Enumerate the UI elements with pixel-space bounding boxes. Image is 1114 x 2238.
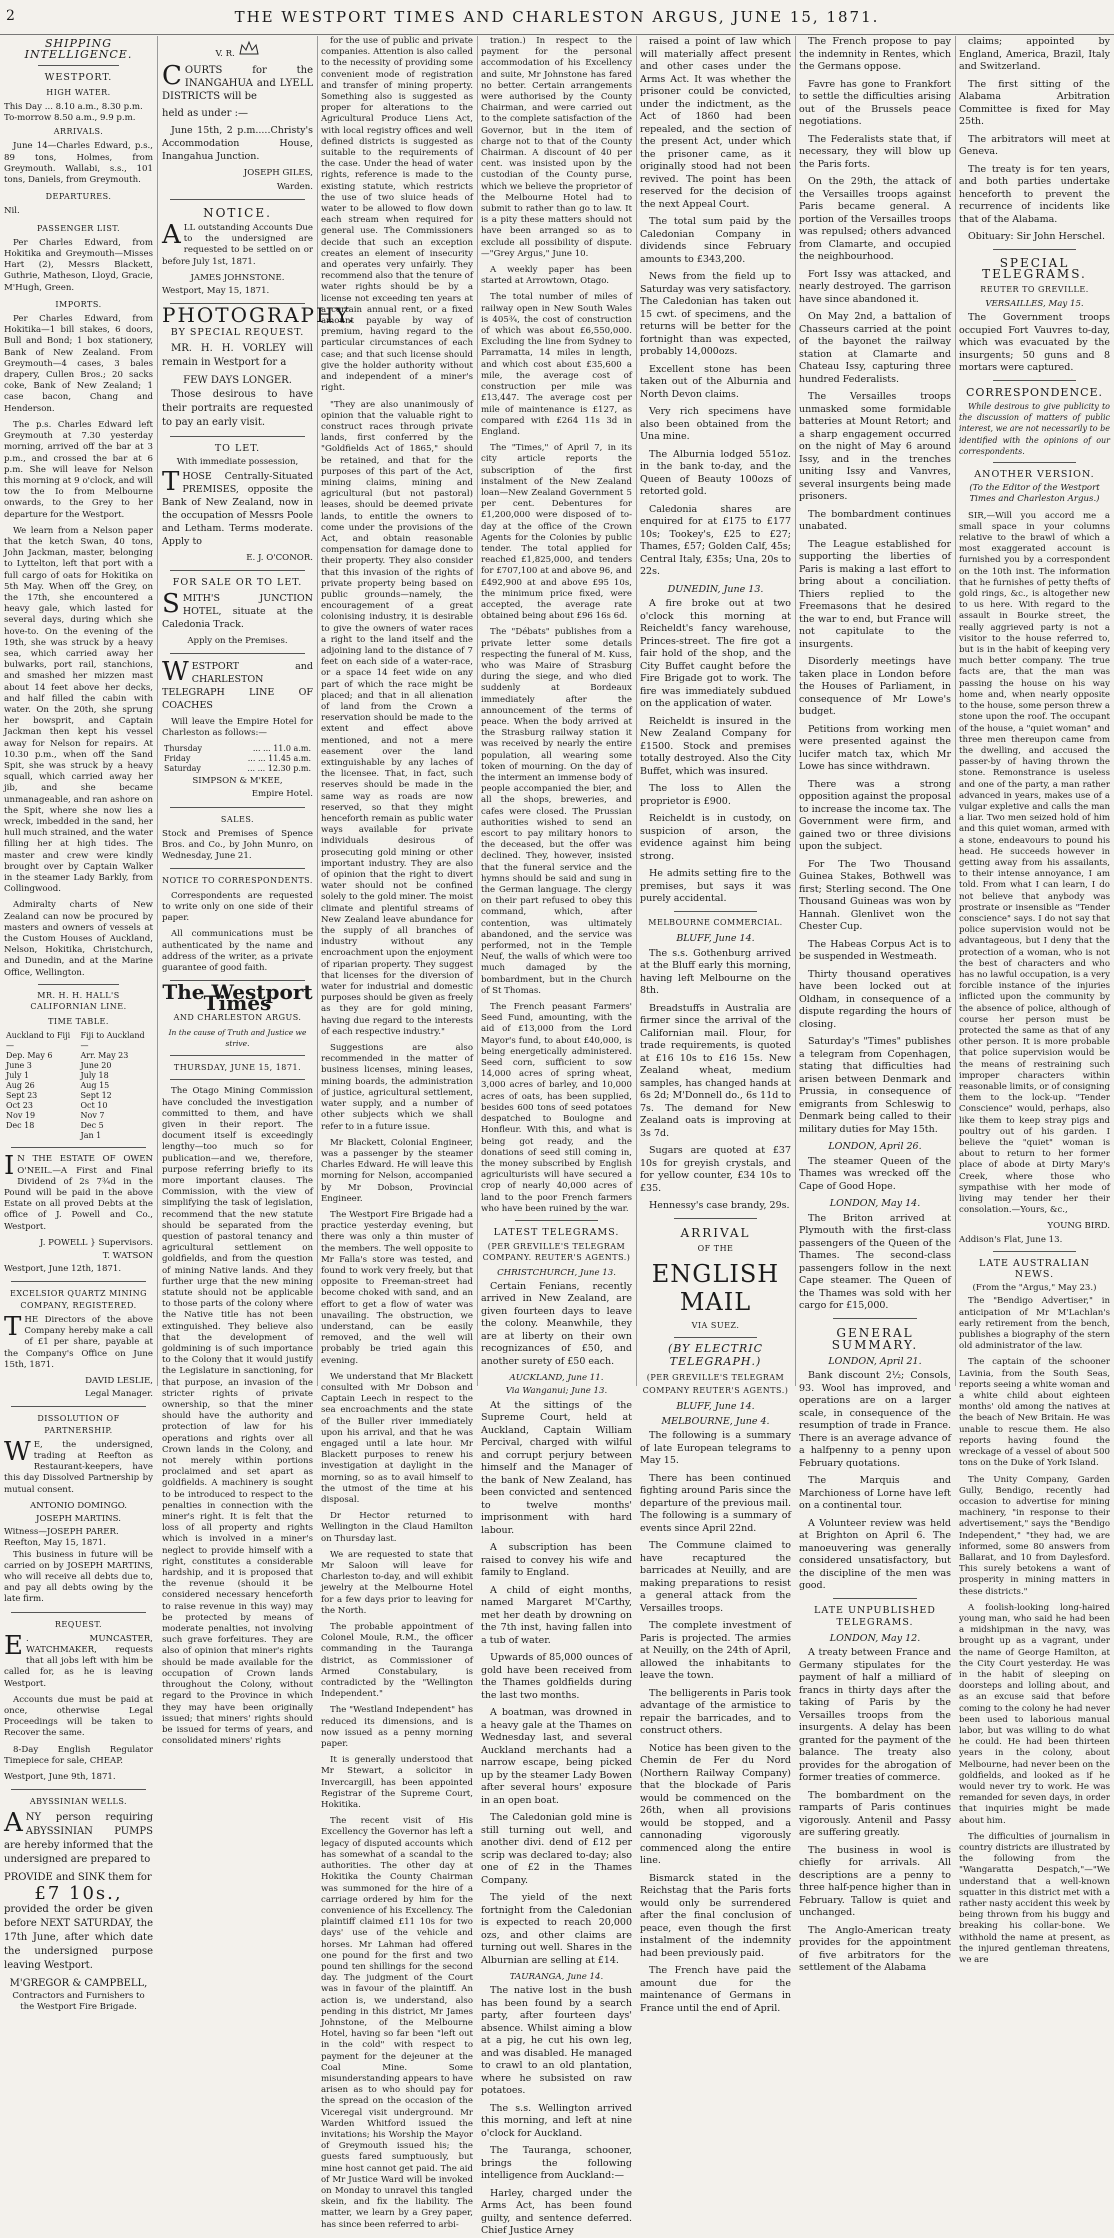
paragraph: We learn from a Nelson paper that the ketch Swan, 40 tons, John Jackman, master, belonging to Lyttelton, left that port with a full cargo of oats for Hokitika on 5th May. When off the Grey, on the 17th, she encountered a heavy gale, which lasted for several days, during which she hove-to. On the evening of the 19th, she was struck by a heavy sea, which carried away her bulwarks, port rail, stanchions, and smashed her mizzen mast about 14 feet above her decks, and half filled the cabin with water. On the 20th, she sprung her bowsprit, and Captain Jackman then kept his vessel away for Nelson for repairs. At 10.30 p.m., when off the Sand Spit, she was struck by a heavy squall, which carried away her jib, and she became unmanageable, and ran ashore on the Spit, where she now lies a wreck, imbedded in the sand, her hull much strained, and the water filling her at high tides. The master and crew were kindly brought over by Captain Walker in the steamer Lady Barkly, from Collingwood. <box>4 525 153 895</box>
courts-signature: JOSEPH GILES, <box>243 168 313 179</box>
for-sale-line: Apply on the Premises. <box>187 635 288 646</box>
paragraph: The "Times," of April 7, in its city article reports the subscription of the first instalment of the New Zealand loan—New Zealand Government 5 per cent. Debentures for £1,200,000 were disposed of to-day at the office of the Crown Agents for the Colonies by public tender. The total applied for reached £1,825,000, and tenders for £707,100 at and above 96, and £492,900 at and above £95 10s, the minimum price fixed, were accepted, the average rate obtained being about £96 16s 6d. <box>481 443 632 622</box>
table-row: Oct 23 Oct 10 <box>6 1101 108 1111</box>
shipping-heading: SHIPPING INTELLIGENCE. <box>24 37 133 62</box>
correspondence-heading: CORRESPONDENCE. <box>965 385 1104 399</box>
paragraph: A weekly paper has been started at Arrowtown, Otago. <box>481 265 632 287</box>
column-divider <box>157 36 158 1386</box>
abyssinian-notice: ANY person requiring ABYSSINIAN PUMPS are hereby informed that the undersigned are prepared to <box>4 1808 153 1866</box>
paragraph: Very rich specimens have also been obtained from the Una mine. <box>640 406 791 442</box>
column-divider <box>955 36 956 1386</box>
paragraph: Bismarck stated in the Reichstag that the Paris forts would only be surrendered after the final conclusion of peace, even though the first instalment of the indemnity had been previously paid. <box>640 1872 791 1959</box>
paragraph: for the use of public and private companies. Attention is also called to the necessity of providing some convenient mode of registration and transfer of mining property. Something also is suggested as proper for alterations to the Agricultural Produce Liens Act, with local registry offices and well defined districts is suggested as suitable to the requirements of the case. Under the head of water rights, reference is made to the existing statute, which restricts the use of two sluice heads of water to be allowed to flow down each stream when required for general use. The Commissioners decide that such an exception creates an element of insecurity and operates very unfairly. They recommend also that the tenure of water rights should be by a license not exceeding ten years at a certain annual rent, or a fixed amount payable by way of premium, having regard to the particular circumstances of each case; and that such license should give the holder authority without and independent of a miner's right. <box>321 36 473 394</box>
paragraph: claims; appointed by England, America, Brazil, Italy and Switzerland. <box>959 36 1110 72</box>
divider <box>833 1318 917 1319</box>
paragraph: This business in future will be carried on by JOSEPH MARTINS, who will receive all debts due to, and pay all debts owing by the late firm. <box>4 1549 153 1605</box>
table-row: Sept 23 Sept 12 <box>6 1091 112 1101</box>
timetable <box>4 1031 153 1141</box>
paragraph: The Government troops occupied Fort Vauvres to-day, which was evacuated by the insurgents; 50 guns and 8 mortars were captured. <box>959 312 1110 374</box>
editorial-paragraph: The Otago Mining Commission have concluded the investigation committed to them, and have given in their report. The document itself is exceedingly lengthy—too much so for publication—and we, therefore, purpose referring briefly to its more important clauses. The Commission, with the view of simplifying the task of legislation, recommend that the new statute should be separated from the question of pastoral tenancy and agricultural settlement on goldfields, and from the question of mining Native lands. And they further urge that the new mining statute should not be applicable to those parts of the colony where the Native title has not been extinguished. They believe also that the development of goldmining is of such importance to the Colony that it would justify the Legislature in sanctioning, for that purpose, an invasion of the stricter rights of private ownership, so that the miner should have the authority and protection of law for his operations and rights over all Crown lands in the Colony, and not merely within portions proclaimed and set apart as goldfields. A machinery is sought to be introduced to respect to the penalties in connection with the miner's right. It is felt that the loss of all property and rights which is involved in a miner's neglect to provide himself with a right, constitutes a considerable hardship, and it is proposed that the revenue (should it be considered necessary henceforth to raise revenue in this way) may be protected by means of moderate penalties, not involving such grave forfeitures. They are also of opinion that miner's rights should be made available for the occupation of Crown lands throughout the Colony, without regard to the Province in which they may have been originally issued; that miners' rights should be issued for terms of years, and consolidated miners' rights <box>162 1086 313 1747</box>
paragraph: The League established for supporting the liberties of Paris is making a last effort to bring about a conciliation. Thiers replied to the Freemasons that he desired the war to end, but France will not capitulate to the insurgents. <box>799 538 951 650</box>
newspaper-title: THE WESTPORT TIMES AND CHARLESTON ARGUS, JUNE 15, 1871. <box>234 8 880 26</box>
arrivals-text: June 14—Charles Edward, p.s., 89 tons, Holmes, from Greymouth. Wallabi, s.s., 101 tons, Daniels, from Greymouth. <box>4 141 153 186</box>
paragraph: Excellent stone has been taken out of the Alburnia and North Devon claims. <box>640 363 791 400</box>
paragraph: The "Bendigo Advertiser," in anticipation of Mr M'Lachlan's early retirement from the bench, publishes a biography of the stern old administrator of the law. <box>959 1296 1110 1352</box>
editorial-title: The Westport Times <box>162 980 313 1016</box>
table-row: Dep. May 6 Arr. May 23 <box>6 1051 129 1061</box>
coach-timetable <box>162 744 313 774</box>
notice-date: Westport, May 15, 1871. <box>162 286 270 297</box>
paragraph: The "Débats" publishes from a private letter some details respecting the funeral of M. Kuss, who was Maire of Strasburg during the siege, and who died suddenly at Bordeaux immediately after the announcement of the terms of peace. When the body arrived at the Strasburg railway station it was received by nearly the entire population, all wearing some token of mourning. On the day of the interment an immense body of people accompanied the bier, and all the shops, breweries, and cafes were closed. The Prussian authorities wished to send an escort to pay military honors to the deceased, but the offer was declined. They, however, insisted that the funeral service and the hymns should be said and sung in the German language. The clergy on their part refused to obey this command, which, after contention, was ultimately abandoned, and the service was performed, not in the Temple Neuf, the walls of which were too much damaged by the bombardment, but in the Church of St Thomas. <box>481 627 632 996</box>
courts-signature: Warden. <box>276 181 313 192</box>
paragraph: The s.s. Wellington arrived this morning, and left at nine o'clock for Auckland. <box>481 2102 632 2139</box>
notice-heading: NOTICE. <box>203 205 272 220</box>
westport-heading: WESTPORT. <box>44 72 113 84</box>
dissolution-notice: W E, the undersigned, trading at Reefton as Restaurant-keepers, have this day Dissolved Partnership by mutual consent. <box>4 1436 153 1495</box>
special-telegrams-heading: SPECIAL TELEGRAMS. <box>982 255 1087 281</box>
abyssinian-signature: M'GREGOR & CAMPBELL, <box>9 1977 148 1989</box>
coaches-notice: WESTPORT and CHARLESTON TELEGRAPH LINE OF COACHES <box>162 656 313 711</box>
request-heading: REQUEST. <box>54 1619 103 1629</box>
column-divider <box>477 36 478 1386</box>
courts-notice: COURTS for the INANGAHUA and LYELL DISTRICTS will be <box>162 61 313 103</box>
paragraph: held as under :— <box>162 108 248 120</box>
paragraph: The Habeas Corpus Act is to be suspended in Westmeath. <box>799 938 951 962</box>
paragraph: The total number of miles of railway open in New South Wales is 405¾, the cost of construction of which was about £6,550,000. Excluding the line from Sydney to Parramatta, 14 miles in length, and which cost about £35,600 a mile, the average cost of construction per mile was £13,447. The average cost per mile of maintenance is £127, as compared with £264 11s 3d in England. <box>481 292 632 437</box>
paragraph: A treaty between France and Germany stipulates for the payment of half a milliard of francs in thirty days after the taking of Paris by the Versailles troops from the insurgents. A delay has been granted for the payment of the balance. The treaty also provides for the abrogation of former treaties of commerce. <box>799 1647 951 1783</box>
paragraph: Sugars are quoted at £37 10s for greyish crystals, and for yellow counter, £34 10s to £35. <box>640 1145 791 1194</box>
paragraph: The complete investment of Paris is projected. The armies at Neuilly, on the 24th of April, allowed the inhabitants to leave the town. <box>640 1620 791 1681</box>
dateline: BLUFF, June 14. <box>676 1401 755 1412</box>
column-divider <box>636 36 637 1386</box>
photography-heading: PHOTOGRAPHY. <box>162 303 357 328</box>
divider <box>11 1147 145 1148</box>
paragraph: Reicheldt is insured in the New Zealand Company for £1500. Stock and premises totally destroyed. Also the City Buffet, which was insured. <box>640 715 791 777</box>
crown-icon <box>238 40 260 56</box>
paragraph: The yield of the next fortnight from the Caledonian is expected to reach 20,000 ozs, and other claims are turning out well. Shares in the Alburnian are selling at £14. <box>481 1892 632 1966</box>
paragraph: Thirty thousand operatives have been locked out at Oldham, in consequence of a dispute regarding the hours of closing. <box>799 968 951 1030</box>
table-row: Auckland to Fiji— Fiji to Auckland— <box>6 1031 145 1051</box>
to-editor-line: (To the Editor of the Westport Times and Charleston Argus.) <box>969 483 1100 505</box>
paragraph: Upwards of 85,000 ounces of gold have been received from the Thames goldfields during the last two months. <box>481 1652 632 1701</box>
dissolution-signature: JOSEPH MARTINS. <box>36 1513 121 1524</box>
request-date: Westport, June 9th, 1871. <box>4 1772 116 1782</box>
notice-text: ALL outstanding Accounts Due to the undersigned are requested to be settled on or before July 1st, 1871. <box>162 220 313 267</box>
paragraph: The Anglo-American treaty provides for the appointment of five arbitrators for the settlement of the Alabama <box>799 1924 951 1973</box>
paragraph: Will leave the Empire Hotel for Charleston as follows:— <box>162 716 313 739</box>
editorial-date: THURSDAY, JUNE 15, 1871. <box>173 1063 302 1073</box>
editorial-subtitle: AND CHARLESTON ARGUS. <box>173 1012 302 1022</box>
paragraph: There has been continued fighting around Paris since the departure of the previous mail. The following is a summary of events since April 22nd. <box>640 1472 791 1534</box>
to-let-signature: E. J. O'CONOR. <box>246 553 313 564</box>
paragraph: Bank discount 2½; Consols, 93. Wool has improved, and operations are on a larger scale, in consequence of the resumption of trade in France. There is an average advance of a halfpenny to a penny upon February quotations. <box>799 1370 951 1469</box>
abyssinian-signature: Contractors and Furnishers to the Westport Fire Brigade. <box>12 1991 145 2013</box>
paragraph: A foolish-looking long-haired young man, who said he had been a midshipman in the navy, was brought up as a vagrant, under the name of George Hamilton, at the City Court yesterday. He was in the habit of sleeping on doorsteps and lolling about, and as an excuse said that before coming to the colony he had never been used to laborious manual labor, but was willing to do what he could. He had been thirteen years in the colony, about Melbourne, had never been on the goldfields, and looked as if he would never try to work. He was remanded for seven days, in order that inquiries might be made about him. <box>959 1602 1110 1826</box>
to-let-line: With immediate possession, <box>176 457 299 468</box>
masthead <box>0 0 1114 35</box>
latest-telegrams-heading: LATEST TELEGRAMS. <box>493 1226 620 1238</box>
another-version-heading: ANOTHER VERSION. <box>974 469 1095 481</box>
paragraph: We understand that Mr Blackett consulted with Mr Dobson and Captain Leech in respect to the sea encroachments and the state of the Buller river immediately upon his arrival, and that he was engaged until a late hour. Mr Blackett purposes to renew his investigation at daylight in the morning, so as to avail himself to the utmost of the time at his disposal. <box>321 1371 473 1505</box>
departures-heading: DEPARTURES. <box>45 192 112 202</box>
paragraph: Suggestions are also recommended in the matter of business licenses, mining leases, mining boards, the administration of justice, agricultural settlement, water supply, and a number of other subjects which we shall refer to in a future issue. <box>321 1043 473 1132</box>
telegraph-subheading: (PER GREVILLE'S TELEGRAM COMPANY REUTER'S AGENTS.) <box>642 1373 789 1395</box>
imports-heading: IMPORTS. <box>55 299 102 309</box>
sales-heading: SALES. <box>220 814 255 824</box>
divider <box>674 1218 757 1219</box>
paragraph: The French propose to pay the indemnity in Rentes, which the Germans oppose. <box>799 36 951 72</box>
table-row: Jan 1 <box>80 1131 102 1141</box>
paragraph: The Commune claimed to have recaptured the barricades at Neuilly, and are making preparations to resist a general attack from the Versailles troops. <box>640 1540 791 1614</box>
estate-signature: J. POWELL } Supervisors. <box>39 1237 153 1248</box>
page-number: 2 <box>6 8 15 24</box>
paragraph: June 15th, 2 p.m.....Christy's Accommodation House, Inangahua Junction. <box>162 125 313 163</box>
paragraph: At the sittings of the Supreme Court, held at Auckland, Captain William Percival, charged with wilful and corrupt perjury between himself and the Manager of the bank of New Zealand, has been convicted and sentenced to twelve months' imprisonment with hard labour. <box>481 1399 632 1536</box>
paragraph: Certain Fenians, recently arrived in New Zealand, are given fourteen days to leave the colony. Meanwhile, they are at liberty on their own recognizances of £50, and another surety of £50 each. <box>481 1280 632 1367</box>
general-summary-heading: GENERAL SUMMARY. <box>831 1325 919 1352</box>
coach-signature: Empire Hotel. <box>251 789 313 800</box>
divider <box>833 1598 917 1599</box>
paragraph: A fire broke out at two o'clock this morning at Reicheldt's fancy warehouse, Princes-street. The fire got a fair hold of the shop, and the City Buffet caught before the Fire Brigade got to work. The fire was immediately subdued on the application of water. <box>640 598 791 709</box>
notice-signature: JAMES JOHNSTONE. <box>190 272 285 283</box>
dateline: MELBOURNE, June 4. <box>661 1415 770 1427</box>
divider <box>11 1281 145 1282</box>
paragraph: The steamer Queen of the Thames was wrecked off the Cape of Good Hope. <box>799 1155 951 1192</box>
divider <box>993 1251 1076 1252</box>
paragraph: A child of eight months, named Margaret M'Carthy, met her death by drowning on the 7th inst, having fallen into a tub of water. <box>481 1584 632 1646</box>
high-water-heading: HIGH WATER. <box>46 87 111 97</box>
paragraph: He admits setting fire to the premises, but says it was purely accidental. <box>640 868 791 904</box>
paragraph: The Westport Fire Brigade had a practice yesterday evening, but there was only a thin muster of the members. The well opposite to Mr Falla's store was tested, and found to work very freely, but that opposite to Freeman-street had become choked with sand, and an effort to get a flow of water was unavailing. The obstruction, we understand, can be easily removed, and the well will probably be tried again this evening. <box>321 1209 473 1366</box>
divider <box>993 380 1076 381</box>
table-row: Friday ... ... 11.45 a.m. <box>164 754 311 764</box>
paragraph: Fort Issy was attacked, and nearly destroyed. The garrison have since abandoned it. <box>799 268 951 305</box>
correspondence-note: While desirous to give publicity to the discussion of matters of public interest, we are not necessarily to be identified with the opinions of our correspondents. <box>959 402 1110 456</box>
dissolution-witness: Witness—JOSEPH PARER. <box>4 1527 119 1538</box>
paragraph: The following is a summary of late European telegrams to May 15. <box>640 1430 791 1466</box>
divider <box>11 1406 145 1407</box>
column-7 <box>959 36 1110 1966</box>
paragraph: On the 29th, the attack of the Versailles troops against Paris became general. A portion of the Versailles troops was repulsed; others advanced from Clamarte, and occupied the neighbourhood. <box>799 176 951 262</box>
letter-address: Addison's Flat, June 13. <box>959 1234 1063 1245</box>
divider <box>11 1789 145 1790</box>
paragraph: raised a point of law which will materially affect present and other cases under the Arms Act. It was whether the prisoner could be convicted, under the indictment, as the Act of 1860 had been repealed, and the section of the present Act, under which the prisoner came, as it originally stood had not been revived. The point has been reserved for the decision of the next Appeal Court. <box>640 36 791 210</box>
editorial-motto: In the cause of Truth and Justice we strive. <box>168 1027 307 1048</box>
of-the-heading: OF THE <box>697 1244 734 1253</box>
paragraph: Reicheldt is in custody, on suspicion of arson, the evidence against him being strong. <box>640 813 791 862</box>
paragraph: On May 2nd, a battalion of Chasseurs carried at the point of the bayonet the railway station at Clamarte and Chateau Issy, capturing three hundred Federalists. <box>799 311 951 385</box>
excelsior-signature: DAVID LESLIE, <box>85 1375 153 1386</box>
letter-body: SIR,—Will you accord me a small space in your columns relative to the brawl of which a most exaggerated account is furnished you by a correspondent on the 10th inst. The information that he furnishes of petty thefts of gold rings, &c., is altogether new to us here. With regard to the assault in Bourke street, the really aggrieved party is not a visitor to the house referred to, but is in the habit of keeping very much better company. The true facts are, that the man was passing the house on his way home and, when nearly opposite to the house, some person threw a stone upon the roof. The occupant of the house, a "quiet woman" and three men thereupon came from the dwelling, and accused the passer-by of having thrown the stone. Remonstrance is useless and one of the party, a man rather advanced in years, makes use of a vulgar expletive and calls the man a liar. Two men seized hold of him and this quiet woman, armed with a stone, endeavours to pound his head. He succeeds however in getting away from his assailants, to their intense annoyance, I am told. From what I can learn, I do not believe that anybody was prostrate or insensible as "Tender conscience" says. I do not say that police supervision would not be advantageous, but I deny that the protection of a woman, who is not the best of characters and who has no lawful occupation, is a very forcible instance of the injuries inflicted upon the community by the absence of police, although of course her person must be protected the same as that of any other person. It is more probable that police supervision would be the means of restraining such improper characters within reasonable limits, or of consigning them to the lock-up. "Tender Conscience" would, perhaps, also like them to keep stray pigs and poultry out of his garden. I believe the "quiet" woman is about to return to her former place of abode at Dirty Mary's Creek, where those who sympathise with her mode of living may tender her their consolation.—Yours, &c., <box>959 510 1110 1216</box>
paragraph: Admiralty charts of New Zealand can now be procured by masters and owners of vessels at the Custom Houses of Auckland, Nelson, Hokitika, Christchurch, and Dunedin, and at the Marine Office, Wellington. <box>4 900 153 978</box>
dissolution-signature: ANTONIO DOMINGO. <box>30 1500 127 1511</box>
table-row: Saturday ... ... 12.30 p.m. <box>164 764 311 774</box>
dateline: LONDON, May 14. <box>829 1198 921 1209</box>
excelsior-notice: THE Directors of the above Company hereby make a call of £1 per share, payable at the Company's Office on June 15th, 1871. <box>4 1311 153 1370</box>
abyssinian-heading: ABYSSINIAN WELLS. <box>29 1797 128 1807</box>
paragraph: Obituary: Sir John Herschel. <box>968 231 1105 242</box>
timetable-heading: TIME TABLE. <box>48 1017 109 1027</box>
paragraph: The total sum paid by the Caledonian Company in dividends since February amounts to £343,200. <box>640 216 791 265</box>
divider <box>515 1220 598 1221</box>
column-2 <box>162 36 357 1747</box>
via-suez-heading: VIA SUEZ. <box>691 1320 740 1330</box>
for-sale-text: SMITH'S JUNCTION HOTEL, situate at the Caledonia Track. <box>162 588 313 630</box>
paragraph: The French peasant Farmers' Seed Fund, amounting, with the aid of £13,000 from the Lord Mayor's fund, to about £40,000, is being energetically administered. Seed corn, sufficient to sow 14,000 acres of spring wheat, 3,000 acres of barley, and 10,000 acres of oats, has been supplied, besides 600 tons of seed potatoes despatched to Boulogne and Honfleur. With this, and what is being got ready, and the donations of seed still coming in, the money subscribed by English agriculturists will have secured a crop of nearly 40,000 acres of land to the poor French farmers who have been ruined by the war. <box>481 1002 632 1214</box>
paragraph: The s.s. Gothenburg arrived at the Bluff early this morning, having left Melbourne on the 8th. <box>640 947 791 996</box>
tide-today: This Day ... 8.10 a.m., 8.30 p.m. <box>4 101 143 112</box>
column-divider <box>795 36 796 1386</box>
paragraph: Notice has been given to the Chemin de Fer du Nord (Northern Railway Company) that the blockade of Paris would be commenced on the 26th, when all provisions would be stopped, and a cannonading vigorously commenced along the entire line. <box>640 1742 791 1866</box>
paragraph: The p.s. Charles Edward left Greymouth at 7.30 yesterday morning, arrived off the bar at 3 p.m., and crossed the bar at 6 p.m. She will leave for Nelson this morning at 9 o'clock, and will tow the Io from Melbourne onwards, to the Grey to her departure for the Westport. <box>4 419 153 520</box>
divider <box>170 1079 306 1080</box>
paragraph: The Marquis and Marchioness of Lorne have left on a continental tour. <box>799 1475 951 1511</box>
passenger-heading: PASSENGER LIST. <box>36 223 121 233</box>
to-let-heading: TO LET. <box>214 442 261 454</box>
coach-signature: SIMPSON & M'KEE, <box>192 776 283 787</box>
paragraph: The captain of the schooner Lavinia, from the South Seas, reports seeing a white woman and a white child about eighteen months' old among the natives at the beach of New Britain. He was unable to rescue them. He also reports having found the wreckage of a vessel of about 500 tons on the Duke of York Island. <box>959 1357 1110 1469</box>
divider <box>993 462 1076 463</box>
divider <box>170 436 306 437</box>
paragraph: The recent visit of His Excellency the Governor has left a legacy of disputed accounts which has somewhat of a scandal to the authorities. The other day at Hokitika the County Chairman was summoned for the hire of a carriage ordered by him for the convenience of his Excellency. The plaintiff claimed £11 10s for two days' use of the vehicle and horses. Mr Lahman had offered one pound for the first and two pound ten shillings for the second day. The judgment of the Court was in favour of the plaintiff. An action is, we understand, also pending in this district, Mr James Johnstone, of the Melbourne Hotel, having so far been "left out in the cold" with respect to payment for the dejeuner at the Coal Mine. Some misunderstanding appears to have arisen as to who should pay for the spread on the occasion of the Viceregal visit underground. Mr Warden Whitford issued the invitations; his Worship the Mayor of Greymouth issued his; the guests fared sumptuously, but mine host cannot get paid. The aid of Mr Justice Ward will be invoked on Monday to unravel this tangled skein, and fix the liability. The matter, we learn by a Grey paper, has since been referred to arbi- <box>321 1816 473 2230</box>
english-mail-heading: ENGLISH MAIL <box>651 1259 780 1316</box>
dissolution-heading: DISSOLUTION OF PARTNERSHIP. <box>37 1414 120 1435</box>
divider <box>674 1337 757 1338</box>
paragraph: Disorderly meetings have taken place in London before the Houses of Parliament, in consequence of Mr Lowe's budget. <box>799 656 951 717</box>
australian-news-heading: LATE AUSTRALIAN NEWS. <box>979 1257 1090 1281</box>
paragraph: It is generally understood that Mr Stewart, a solicitor in Invercargill, has been appointed Registrar of the Supreme Court, Hokitika. <box>321 1755 473 1811</box>
paragraph: There was a strong opposition against the proposal to increase the income tax. The Government were firm, and gained two or three divisions upon the subject. <box>799 778 951 852</box>
tide-tomorrow: To-morrow 8.50 a.m., 9.9 p.m. <box>4 113 136 124</box>
paragraph: The French have paid the amount due for the maintenance of Germans in France until the end of April. <box>640 1965 791 2014</box>
departures-text: Nil. <box>4 206 20 217</box>
paragraph: The business in wool is chiefly for arrivals. All descriptions are a penny to three half-pence higher than in February. Tallow is quiet and unchanged. <box>799 1844 951 1918</box>
dateline: VERSAILLES, May 15. <box>985 299 1084 310</box>
excelsior-signature: Legal Manager. <box>85 1389 153 1400</box>
column-3 <box>321 36 473 2230</box>
divider <box>170 868 306 869</box>
dateline: DUNEDIN, June 13. <box>667 583 764 595</box>
column-5 <box>640 36 791 2014</box>
paragraph: The Federalists state that, if necessary, they will blow up the Paris forts. <box>799 133 951 170</box>
australian-news-source: (From the "Argus," May 23.) <box>972 1283 1097 1294</box>
paragraph: A boatman, was drowned in a heavy gale at the Thames on Wednesday last, and several Auckland merchants had a narrow escape, being picked up by the steamer Lady Bowen after several hours' exposure in an open boat. <box>481 1707 632 1806</box>
paragraph: tration.) In respect to the payment for the personal accommodation of his Excellency and suite, Mr Johnstone has fared no better. Certain arrangements were authorised by the County Chairman, and were carried out to the complete satisfaction of the Governor, but in the item of charge not to that of the County Chairman. A discount of 40 per cent. was insisted upon by the custodian of the County purse, which we believe the proprietor of the Melbourne Hotel had to submit to rather than go to law. It is a pity these matters should not have been arranged so as to exclude all possibility of dispute.—"Grey Argus," June 10. <box>481 36 632 259</box>
paragraph: The Tauranga, schooner, brings the following intelligence from Auckland:— <box>481 2145 632 2182</box>
paragraph: Mr Blackett, Colonial Engineer, was a passenger by the steamer Charles Edward. He will leave this morning for Nelson, accompanied by Mr Dobson, Provincial Engineer. <box>321 1137 473 1204</box>
commercial-heading: MELBOURNE COMMERCIAL. <box>648 917 783 927</box>
paragraph: Petitions from working men were presented against the lucifer match tax, which Mr Lowe has since withdrawn. <box>799 723 951 772</box>
vr-label: V. R. <box>215 49 235 59</box>
paragraph: Harley, charged under the Arms Act, has been found guilty, and sentence deferred. Chief Justice Arney <box>481 2187 632 2237</box>
request-notice: E . MUNCASTER, WATCHMAKER, requests that all jobs left with him be called for, as he is leaving Westport. <box>4 1630 153 1689</box>
paragraph: Dr Hector returned to Wellington in the Claud Hamilton on Thursday last. <box>321 1511 473 1544</box>
arrivals-heading: ARRIVALS. <box>53 127 104 137</box>
dateline: TAURANGA, June 14. <box>509 1972 604 1983</box>
paragraph: Breadstuffs in Australia are firmer since the arrival of the Californian mail. Flour, for trade requirements, is quoted at £16 10s to £16 15s. New Zealand wheat, medium samples, has changed hands at 6s 2d; M'Donnell do., 6s 11d to 7s. The demand for New Zealand oats is improving at 3s 7d. <box>640 1002 791 1139</box>
abyssinian-price: £7 10s., <box>34 1882 123 1904</box>
table-row: Nov 19 Nov 7 <box>6 1111 105 1121</box>
paragraph: Caledonia shares are enquired for at £175 to £177 10s; Tookey's, £25 to £27; Thames, £57; Golden Calf, 45s; Central Italy, £35s; Una, 20s to 22s. <box>640 503 791 577</box>
divider <box>674 911 757 912</box>
table-row: Aug 26 Aug 15 <box>6 1081 110 1091</box>
paragraph: News from the field up to Saturday was very satisfactory. The Caledonian has taken out 15 cwt. of specimens, and the returns will be better for the fortnight than was expected, probably 14,000ozs. <box>640 271 791 357</box>
divider <box>11 1612 145 1613</box>
imports-text: Per Charles Edward, from Hokitika—1 bill stakes, 6 doors, Bull and Bond; 1 box stationery, Bank of New Zealand. From Greymouth—4 cases, 3 bales drapery, Cullen Bros.; 20 sacks coke, Bank of New Zealand; 1 case bacon, Chang and Henderson. <box>4 314 153 414</box>
paragraph: The bombardment continues unabated. <box>799 508 951 532</box>
divider <box>170 570 306 571</box>
paragraph: Hennessy's case brandy, 29s. <box>649 1200 790 1211</box>
to-let-text: THOSE Centrally-Situated PREMISES, opposite the Bank of New Zealand, now in the occupation of Messrs Poole and Letham. Terms moderate. Apply to <box>162 467 313 548</box>
paragraph: The probable appointment of Colonel Moule, R.M., the officer commanding in the Tauranga district, as Commissioner of Armed Constabulary, is contradicted by the "Wellington Independent." <box>321 1622 473 1700</box>
estate-date: Westport, June 12th, 1871. <box>4 1264 122 1275</box>
column-4 <box>481 36 632 2237</box>
paragraph: The bombardment on the ramparts of Paris continues vigorously. Antenil and Passy are suffering greatly. <box>799 1789 951 1838</box>
dateline: BLUFF, June 14. <box>676 933 755 944</box>
paragraph: We are requested to state that Mr Saloon will leave for Charleston to-day, and will exhibit jewelry at the Melbourne Hotel for a few days prior to leaving for the North. <box>321 1549 473 1616</box>
abyssinian-line: PROVIDE and SINK them for <box>4 1872 152 1884</box>
column-divider <box>317 36 318 1386</box>
excelsior-heading: EXCELSIOR QUARTZ MINING COMPANY, REGISTERED. <box>10 1289 147 1310</box>
column-6 <box>799 36 951 1973</box>
dissolution-date: Reefton, May 15, 1871. <box>4 1538 106 1549</box>
dateline: LONDON, April 26. <box>828 1141 922 1152</box>
estate-signature: T. WATSON <box>102 1251 153 1262</box>
paragraph: The Versailles troops unmasked some formidable batteries at Mount Retort; and a sharp engagement occurred on the night of May 6 around Issy, and in the trenches uniting Issy and Vanvres, several insurgents being made prisoners. <box>799 391 951 502</box>
paragraph: The Caledonian gold mine is still turning out well, and another divi. dend of £12 per scrip was declared to-day; also one of £2 in the Thames Company. <box>481 1812 632 1886</box>
table-row: Dec 18 Dec 5 <box>6 1121 104 1131</box>
paragraph: For The Two Thousand Guinea Stakes, Bothwell was first; Sterling second. The One Thousand Guineas was won by Hannah. Glenlivet won the Chester Cup. <box>799 858 951 932</box>
latest-telegrams-subheading: (PER GREVILLE'S TELEGRAM COMPANY. REUTER'S AGENTS.) <box>482 1242 631 1263</box>
column-1 <box>4 36 153 2013</box>
paragraph: Saturday's "Times" publishes a telegram from Copenhagen, stating that difficulties had arisen between Denmark and Prussia, in consequence of emigrants from Schleswig to Denmark being called to their military duties for May 15th. <box>799 1036 951 1135</box>
paragraph: A Volunteer review was held at Brighton on April 6. The manoeuvering was generally considered unsatisfactory, but the discipline of the men was good. <box>799 1517 951 1591</box>
paragraph: The difficulties of journalism in country districts are illustrated by the following from the "Wangaratta Despatch,"—"We understand that a well-known squatter in this district met with a rather nasty accident this week by being thrown from his buggy and breaking his collar-bone. We withhold the name at present, as the injured gentleman threatens, we are <box>959 1831 1110 1966</box>
dateline: Via Wanganui; June 13. <box>505 1386 608 1397</box>
paragraph: The "Westland Independent" has reduced its dimensions, and is now issued as a penny morning paper. <box>321 1705 473 1750</box>
sales-text: Stock and Premises of Spence Bros. and Co., by John Munro, on Wednesday, June 21. <box>162 828 313 862</box>
paragraph: The Alburnia lodged 551oz. in the bank to-day, and the Queen of Beauty 100ozs of retorted gold. <box>640 448 791 497</box>
paragraph: A subscription has been raised to convey his wife and family to England. <box>481 1542 632 1579</box>
divider <box>38 65 120 66</box>
unpublished-telegrams-heading: LATE UNPUBLISHED TELEGRAMS. <box>814 1604 936 1628</box>
paragraph: The Briton arrived at Plymouth with the first-class passengers of the Queen of the Thames. The second-class passengers follow in the next Cape steamer. The Queen of the Thames was sold with her cargo for £15,000. <box>799 1212 951 1311</box>
paragraph: The treaty is for ten years, and both parties undertake henceforth to prevent the recurrence of incidents like that of the Alabama. <box>959 163 1110 225</box>
paragraph: Accounts due must be paid at once, otherwise Legal Proceedings will be taken to Recover the same. <box>4 1694 153 1739</box>
correspondents-heading: NOTICE TO CORRESPONDENTS. <box>162 876 313 886</box>
dateline: LONDON, April 21. <box>828 1355 922 1367</box>
divider <box>170 807 306 808</box>
dateline: LONDON, May 12. <box>829 1632 921 1644</box>
arrival-heading: ARRIVAL <box>680 1225 751 1240</box>
paragraph: 8-Day English Regulator Timepiece for sale, CHEAP. <box>4 1744 153 1766</box>
paragraph: All communications must be authenticated by the name and address of the writer, as a private guarantee of good faith. <box>162 929 313 973</box>
special-telegrams-subheading: REUTER TO GREVILLE. <box>980 284 1089 294</box>
table-row: June 3 June 20 <box>6 1061 112 1071</box>
table-row: Thursday ... ... 11.0 a.m. <box>164 744 311 754</box>
photography-subheading: BY SPECIAL REQUEST. <box>170 327 305 339</box>
divider <box>170 199 306 200</box>
table-row: July 1 July 18 <box>6 1071 109 1081</box>
divider <box>170 653 306 654</box>
paragraph: The Unity Company, Garden Gully, Bendigo, recently had occasion to advertise for mining machinery, "in response to their advertisement," says the "Bendigo Independent," "they had, we are informed, some 80 answers from Ballarat, and 10 from Daylesford. This surely betokens a want of prosperity in mining matters in these districts." <box>959 1474 1110 1597</box>
passenger-text: Per Charles Edward, from Hokitika and Greymouth—Misses Hart (2), Messrs Blackett, Guthrie, Matheson, Lloyd, Gracie, M'Hugh, Green. <box>4 237 153 293</box>
paragraph: Favre has gone to Frankfort to settle the difficulties arising out of the Brussels peace negotiations. <box>799 78 951 127</box>
paragraph: "They are also unanimously of opinion that the valuable right to construct races through private lands, first conferred by the "Goldfields Act of 1865," should be retained, and that for the purposes of this part of the Act, mining claims, mining and agricultural (but not pastoral) leases, should be deemed private lands, to entitle the owners to come under the provisions of the Act, and obtain reasonable compensation for damage done to their property. They also consider that this invasion of the rights of private property being based on public grounds—namely, the encouragement of a great colonising industry, it is desirable to give the owners of water races a right to the land itself and the adjoining land to the distance of 7 feet on each side of a water-race, or a space 14 feet wide on any part of which the race might be placed; and that in all alienation of land from the Crown a reservation should be made to the extent and effect above mentioned, and not a mere easement over the land extinguishable by any laches of the licensee. That, in fact, such reserves should be made in the same way as roads are now reserved, so that they might henceforth remain as public water ways available for private individuals desirous of prosecuting gold mining or other important industry. They are also of opinion that the right to divert water should not be confined solely to the gold miner. The moist climate and plentiful streams of New Zealand leave abundance for the supply of all branches of industry without any encroachment upon the enjoyment of riparian property. They suggest that licenses for the diversion of water for industrial and domestic purposes should be given as freely as they are for gold mining, having due regard to the interests of each respective industry." <box>321 399 473 1037</box>
paragraph: MR. H. H. VORLEY will remain in Westport for a <box>162 342 313 368</box>
abyssinian-text: provided the order be given before NEXT SATURDAY, the 17th June, after which date the undersigned purpose leaving Westport. <box>4 1903 153 1971</box>
estate-notice: I N THE ESTATE OF OWEN O'NEIL.—A First and Final Dividend of 2s 7¾d in the Pound will be paid in the above Estate on all proved Debts at the office of J. Powell and Co., Westport. <box>4 1151 153 1232</box>
paragraph: Those desirous to have their portraits are requested to pay an early visit. <box>162 388 313 428</box>
paragraph: The first sitting of the Alabama Arbitration Committee is fixed for May 25th. <box>959 78 1110 127</box>
paragraph: The loss to Allen the proprietor is £900. <box>640 783 791 807</box>
letter-signature: YOUNG BIRD. <box>1047 1221 1110 1232</box>
hall-line-heading: MR. H. H. HALL'S CALIFORNIAN LINE. <box>30 990 127 1012</box>
paragraph: The native lost in the bush has been found by a search party, after fourteen days' absence. Whilst aiming a blow at a pig, he cut his own leg, and was disabled. He managed to crawl to an old plantation, where he subsisted on raw potatoes. <box>481 1985 632 2097</box>
divider <box>38 984 120 985</box>
dateline: CHRISTCHURCH, June 13. <box>497 1267 616 1278</box>
for-sale-heading: FOR SALE OR TO LET. <box>172 577 303 589</box>
dateline: AUCKLAND, June 11. <box>509 1373 604 1384</box>
divider <box>993 249 1076 250</box>
royal-crest <box>162 40 313 60</box>
photography-emphasis: FEW DAYS LONGER. <box>183 374 292 386</box>
paragraph: The belligerents in Paris took advantage of the armistice to repair the barricades, and to construct others. <box>640 1687 791 1736</box>
paragraph: Correspondents are requested to write only on one side of their paper. <box>162 890 313 924</box>
divider <box>170 1055 306 1056</box>
paragraph: The arbitrators will meet at Geneva. <box>959 133 1110 157</box>
electric-telegraph-heading: (BY ELECTRIC TELEGRAPH.) <box>667 1342 764 1368</box>
